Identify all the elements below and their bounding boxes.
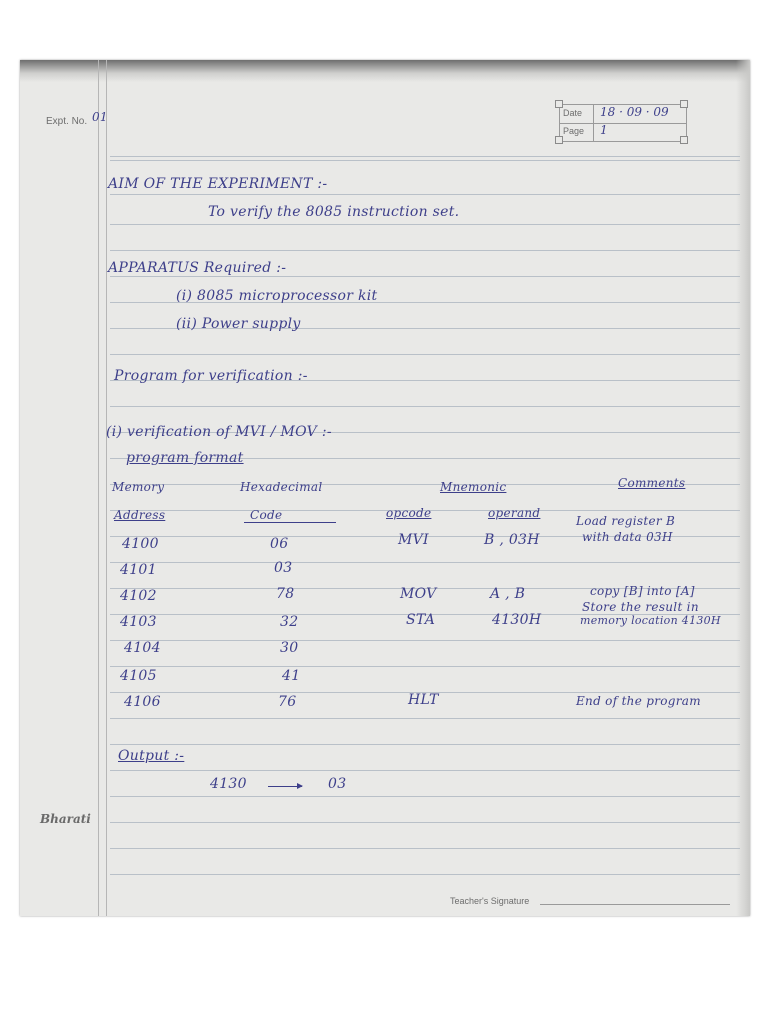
expt-label: Expt. No. [46,116,88,127]
ruled-line [110,848,740,849]
ruled-line [110,354,740,355]
cell-opcode: MVI [398,532,429,548]
header-opcode: opcode [386,506,432,520]
page-top-shadow [20,60,750,82]
cell-code: 32 [280,614,299,630]
header-mnemonic: Mnemonic [440,480,507,494]
cell-address: 4106 [124,694,161,710]
arrow-icon [268,786,302,787]
date-page-box [559,104,687,142]
cell-opcode: HLT [408,692,439,708]
expt-number: 01 [92,110,108,124]
ruled-line [110,156,740,157]
program-subheading: (i) verification of MVI / MOV :- [106,424,332,440]
ruled-line [110,874,740,875]
box-corner [680,136,688,144]
apparatus-heading: APPARATUS Required :- [108,260,287,276]
cell-address: 4103 [120,614,157,630]
page-value: 1 [600,123,608,137]
box-corner [680,100,688,108]
apparatus-item: (ii) Power supply [176,316,301,332]
cell-comment: memory location 4130H [580,614,721,627]
apparatus-item: (i) 8085 microprocessor kit [176,288,378,304]
cell-code: 76 [278,694,297,710]
ruled-line [110,250,740,251]
page-row [560,123,686,141]
header-memory: Memory [112,480,165,494]
header-hexadecimal: Hexadecimal [240,480,323,494]
header-operand: operand [488,506,541,520]
cell-comment: Load register B [576,514,676,528]
box-corner [555,136,563,144]
margin-line [98,60,99,916]
notebook-page [20,60,750,916]
ruled-line [110,276,740,277]
cell-comment: End of the program [576,694,701,708]
ruled-line [110,796,740,797]
output-heading: Output :- [118,748,185,764]
code-underline [244,522,336,523]
cell-address: 4104 [124,640,161,656]
cell-code: 30 [280,640,299,656]
page-label: Page [563,126,585,136]
program-format-heading: program format [126,450,244,466]
cell-code: 06 [270,536,289,552]
date-box-divider [593,105,594,141]
cell-code: 78 [276,586,295,602]
header-code: Code [250,508,283,522]
brand-logo: Bharati [40,812,91,826]
cell-address: 4101 [120,562,157,578]
ruled-line [110,406,740,407]
ruled-line [110,666,740,667]
page-right-edge [736,60,750,916]
margin-line [106,60,107,916]
date-value: 18 · 09 · 09 [600,105,669,119]
aim-text: To verify the 8085 instruction set. [208,204,460,220]
ruled-line [110,160,740,161]
cell-address: 4102 [120,588,157,604]
ruled-line [110,822,740,823]
ruled-line [110,770,740,771]
header-comments: Comments [618,476,686,490]
cell-opcode: STA [406,612,436,628]
signature-line [540,904,730,905]
date-row [560,105,686,124]
cell-address: 4105 [120,668,157,684]
output-value: 03 [328,776,347,792]
date-label: Date [563,108,583,118]
cell-address: 4100 [122,536,159,552]
aim-heading: AIM OF THE EXPERIMENT :- [108,176,328,192]
cell-operand: A , B [490,586,526,602]
cell-comment: Store the result in [582,600,699,614]
ruled-line [110,194,740,195]
cell-opcode: MOV [400,586,437,602]
cell-code: 41 [282,668,301,684]
ruled-line [110,640,740,641]
header-address: Address [114,508,166,522]
ruled-line [110,718,740,719]
program-heading: Program for verification :- [114,368,308,384]
box-corner [555,100,563,108]
output-address: 4130 [210,776,247,792]
teacher-signature-label: Teacher's Signature [450,896,530,906]
cell-comment: with data 03H [582,530,673,544]
ruled-line [110,744,740,745]
cell-operand: 4130H [492,612,542,628]
cell-comment: copy [B] into [A] [590,584,695,598]
cell-code: 03 [274,560,293,576]
ruled-line [110,224,740,225]
cell-operand: B , 03H [484,532,540,548]
ruled-line [110,562,740,563]
